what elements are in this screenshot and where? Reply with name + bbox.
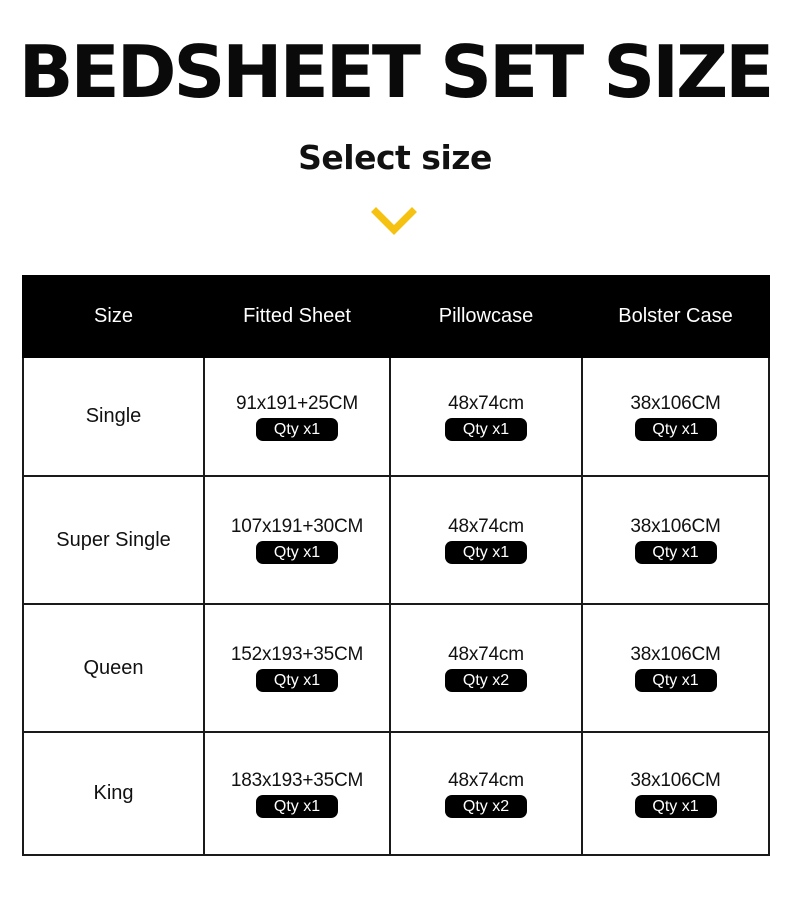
size-table — [22, 275, 770, 856]
qty-badge: Qty x1 — [635, 541, 717, 564]
qty-badge: Qty x2 — [445, 669, 527, 692]
qty-badge: Qty x1 — [635, 669, 717, 692]
fitted-sheet-dimension: 107x191+30CM — [230, 516, 364, 537]
size-name: King — [93, 782, 134, 804]
size-name: Single — [85, 405, 142, 427]
column-header-size: Size — [23, 276, 204, 357]
bolster-case-dimension: 38x106CM — [630, 392, 721, 414]
bolster-case-dimension: 38x106CM — [630, 769, 721, 791]
select-size-subtitle: Select size — [298, 138, 492, 177]
size-name: Queen — [83, 656, 144, 679]
fitted-sheet-cell — [204, 476, 390, 604]
pillowcase-cell — [390, 732, 582, 855]
qty-badge: Qty x1 — [256, 669, 338, 692]
bolster-case-dimension: 38x106CM — [630, 516, 721, 537]
size-cell — [23, 476, 204, 604]
table-row — [23, 476, 769, 604]
fitted-sheet-cell — [204, 604, 390, 732]
bolster-case-cell — [582, 357, 769, 476]
qty-badge: Qty x1 — [256, 418, 338, 441]
pillowcase-cell — [390, 476, 582, 604]
qty-badge: Qty x2 — [445, 795, 527, 818]
fitted-sheet-cell — [204, 357, 390, 476]
fitted-sheet-dimension: 183x193+35CM — [230, 769, 364, 791]
qty-badge: Qty x1 — [445, 418, 527, 441]
qty-badge: Qty x1 — [635, 795, 717, 818]
pillowcase-cell — [390, 357, 582, 476]
pillowcase-dimension: 48x74cm — [448, 769, 524, 791]
bolster-case-cell — [582, 476, 769, 604]
bolster-case-cell — [582, 604, 769, 732]
size-cell — [23, 357, 204, 476]
column-header-fitted-sheet: Fitted Sheet — [204, 276, 390, 357]
size-name: Super Single — [56, 528, 171, 551]
qty-badge: Qty x1 — [635, 418, 717, 441]
table-row — [23, 604, 769, 732]
bolster-case-cell — [582, 732, 769, 855]
qty-badge: Qty x1 — [256, 795, 338, 818]
fitted-sheet-dimension: 91x191+25CM — [236, 392, 358, 414]
pillowcase-dimension: 48x74cm — [448, 516, 524, 537]
column-header-bolster-case: Bolster Case — [582, 276, 769, 357]
pillowcase-dimension: 48x74cm — [448, 644, 524, 665]
qty-badge: Qty x1 — [445, 541, 527, 564]
fitted-sheet-dimension: 152x193+35CM — [230, 644, 364, 665]
table-row — [23, 732, 769, 855]
qty-badge: Qty x1 — [256, 541, 338, 564]
column-header-pillowcase: Pillowcase — [390, 276, 582, 357]
size-cell — [23, 732, 204, 855]
table-header-row — [23, 276, 769, 357]
page-title: BEDSHEET SET SIZE — [18, 30, 772, 114]
fitted-sheet-cell — [204, 732, 390, 855]
size-cell — [23, 604, 204, 732]
table-row — [23, 357, 769, 476]
pillowcase-dimension: 48x74cm — [448, 392, 524, 414]
pillowcase-cell — [390, 604, 582, 732]
chevron-down-icon — [371, 206, 417, 236]
bolster-case-dimension: 38x106CM — [630, 644, 721, 665]
